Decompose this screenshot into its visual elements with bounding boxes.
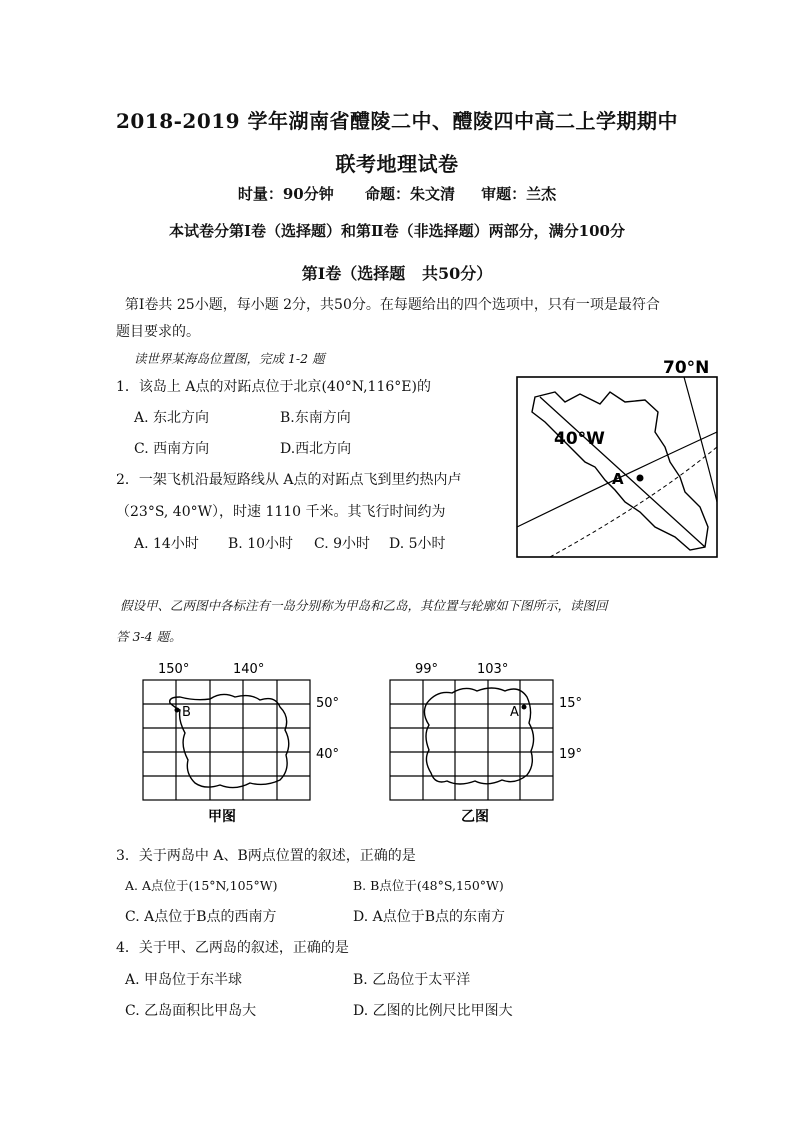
q2-option-b: B. 10小时 bbox=[228, 536, 294, 552]
map-yi-point-label: A bbox=[510, 705, 519, 720]
figure1-lat-label: 70°N bbox=[663, 358, 710, 378]
map-jia-lon-label-2: 140° bbox=[233, 662, 265, 677]
q1-option-c: C. 西南方向 bbox=[134, 441, 210, 457]
q2-option-a: A. 14小时 bbox=[134, 536, 199, 552]
q3-option-d: D. A点位于B点的东南方 bbox=[353, 909, 506, 925]
map-yi-lat-label-1: 15° bbox=[559, 696, 583, 711]
q3-stem: 3．关于两岛中 A、B两点位置的叙述，正确的是 bbox=[116, 848, 416, 864]
q4-stem: 4．关于甲、乙两岛的叙述，正确的是 bbox=[116, 940, 349, 956]
exam-meta: 时量：90分钟 命题：朱文清 审题：兰杰 bbox=[237, 185, 557, 203]
q4-option-c: C. 乙岛面积比甲岛大 bbox=[125, 1003, 257, 1019]
section-intro-line2: 题目要求的。 bbox=[116, 324, 200, 340]
q2-option-d: D. 5小时 bbox=[389, 536, 446, 552]
map-yi-lon-label-2: 103° bbox=[477, 662, 509, 677]
group1-instruction: 读世界某海岛位置图，完成 1-2 题 bbox=[134, 351, 325, 366]
map-jia-point-label: B bbox=[182, 705, 191, 720]
section-intro-line1: 第Ⅰ卷共 25小题，每小题 2分，共50分。在每题给出的四个选项中，只有一项是最符合 bbox=[116, 297, 660, 313]
island-position-figure bbox=[510, 352, 722, 564]
q2-option-c: C. 9小时 bbox=[314, 536, 371, 552]
q1-option-a: A. 东北方向 bbox=[134, 410, 210, 426]
group2-instruction-line2: 答 3-4 题。 bbox=[116, 629, 182, 644]
map-yi-caption: 乙图 bbox=[461, 809, 489, 825]
figure1-lon-label: 40°W bbox=[554, 429, 605, 449]
figure1-point-label: A bbox=[612, 470, 624, 488]
section-heading: 第Ⅰ卷（选择题 共50分） bbox=[301, 264, 493, 283]
q2-stem-line1: 2．一架飞机沿最短路线从 A点的对跖点飞到里约热内卢 bbox=[116, 472, 462, 488]
q3-option-c: C. A点位于B点的西南方 bbox=[125, 909, 277, 925]
map-jia-caption: 甲图 bbox=[208, 809, 236, 825]
map-jia-lat-label-1: 50° bbox=[316, 696, 340, 711]
q4-option-b: B. 乙岛位于太平洋 bbox=[353, 972, 471, 988]
q4-option-a: A. 甲岛位于东半球 bbox=[125, 972, 243, 988]
q1-option-b: B.东南方向 bbox=[280, 410, 351, 426]
group2-instruction-line1: 假设甲、乙两图中各标注有一岛分别称为甲岛和乙岛，其位置与轮廓如下图所示，读图回 bbox=[116, 598, 608, 613]
exam-title-line1: 2018-2019 学年湖南省醴陵二中、醴陵四中高二上学期期中 bbox=[115, 109, 679, 133]
map-jia-lon-label-1: 150° bbox=[158, 662, 190, 677]
map-jia bbox=[140, 655, 360, 830]
exam-title-line2: 联考地理试卷 bbox=[335, 152, 459, 176]
map-yi-lon-label-1: 99° bbox=[415, 662, 439, 677]
q3-option-a: A. A点位于(15°N,105°W) bbox=[125, 878, 278, 893]
q1-stem: 1．该岛上 A点的对跖点位于北京(40°N,116°E)的 bbox=[116, 379, 431, 395]
map-yi bbox=[387, 655, 602, 830]
q2-stem-line2: （23°S, 40°W），时速 1110 千米。其飞行时间约为 bbox=[116, 504, 446, 520]
q1-option-d: D.西北方向 bbox=[280, 441, 352, 457]
q3-option-b: B. B点位于(48°S,150°W) bbox=[353, 878, 504, 893]
q4-option-d: D. 乙图的比例尺比甲图大 bbox=[353, 1003, 513, 1019]
exam-structure: 本试卷分第Ⅰ卷（选择题）和第Ⅱ卷（非选择题）两部分，满分100分 bbox=[169, 222, 625, 240]
map-jia-lat-label-2: 40° bbox=[316, 747, 340, 762]
map-yi-lat-label-2: 19° bbox=[559, 747, 583, 762]
